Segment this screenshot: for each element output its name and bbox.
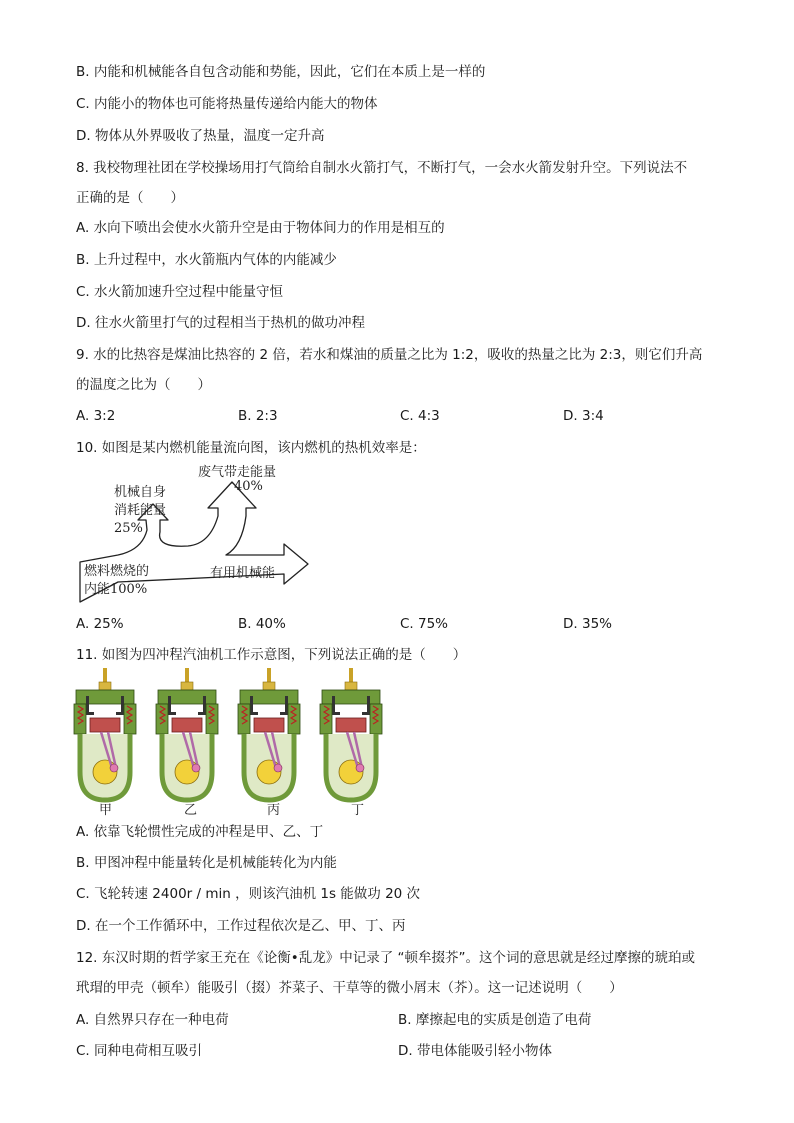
q10-option-a: A. 25% bbox=[76, 616, 124, 632]
q10-option-b: B. 40% bbox=[238, 616, 286, 632]
q11-option-a: A. 依靠飞轮惯性完成的冲程是甲、乙、丁 bbox=[76, 824, 324, 840]
engine-label-yi: 乙 bbox=[184, 803, 198, 818]
q12-stem-line1: 12. 东汉时期的哲学家王充在《论衡•乱龙》中记录了 “顿牟掇芥”。这个词的意思就是经过摩擦的琥珀或 bbox=[76, 950, 696, 966]
q9-stem-line2: 的温度之比为（ ） bbox=[76, 377, 211, 393]
q9-option-a: A. 3:2 bbox=[76, 408, 116, 424]
fuel-energy-line2: 内能100% bbox=[84, 582, 148, 597]
q10-option-c: C. 75% bbox=[400, 616, 449, 632]
q9-option-b: B. 2:3 bbox=[238, 408, 278, 424]
q9-option-d: D. 3:4 bbox=[563, 408, 604, 424]
four-stroke-engine-diagram bbox=[72, 668, 402, 818]
q9-option-c: C. 4:3 bbox=[400, 408, 440, 424]
q9-stem-line1: 9. 水的比热容是煤油比热容的 2 倍，若水和煤油的质量之比为 1:2，吸收的热量之比为 2:3，则它们升高 bbox=[76, 347, 703, 363]
q11-stem: 11. 如图为四冲程汽油机工作示意图，下列说法正确的是（ ） bbox=[76, 647, 467, 663]
q7-option-c: C. 内能小的物体也可能将热量传递给内能大的物体 bbox=[76, 96, 378, 112]
q8-option-a: A. 水向下喷出会使水火箭升空是由于物体间力的作用是相互的 bbox=[76, 220, 445, 236]
exhaust-energy-value: 40% bbox=[234, 479, 263, 494]
mechanical-loss-line1: 机械自身 bbox=[114, 485, 167, 500]
exhaust-energy-label: 废气带走能量 bbox=[198, 465, 277, 480]
q8-option-c: C. 水火箭加速升空过程中能量守恒 bbox=[76, 284, 284, 300]
useful-energy-label: 有用机械能 bbox=[210, 566, 276, 581]
q12-option-d: D. 带电体能吸引轻小物体 bbox=[398, 1043, 552, 1059]
q10-option-d: D. 35% bbox=[563, 616, 612, 632]
q7-option-d: D. 物体从外界吸收了热量，温度一定升高 bbox=[76, 128, 325, 144]
mechanical-loss-line2: 消耗能量 bbox=[114, 503, 167, 518]
q11-option-d: D. 在一个工作循环中，工作过程依次是乙、甲、丁、丙 bbox=[76, 918, 406, 934]
engine-label-bing: 丙 bbox=[267, 803, 281, 818]
q8-stem-line2: 正确的是（ ） bbox=[76, 190, 184, 206]
q12-stem-line2: 玳瑁的甲壳（顿牟）能吸引（掇）芥菜子、干草等的微小屑末（芥）。这一记述说明（ ） bbox=[76, 980, 623, 996]
mechanical-loss-value: 25% bbox=[114, 521, 143, 536]
engine-label-jia: 甲 bbox=[99, 803, 113, 818]
engine-label-ding: 丁 bbox=[351, 803, 365, 818]
fuel-energy-line1: 燃料燃烧的 bbox=[84, 564, 150, 579]
q8-stem-line1: 8. 我校物理社团在学校操场用打气筒给自制水火箭打气，不断打气，一会水火箭发射升空。下列说法不 bbox=[76, 160, 688, 176]
q12-option-a: A. 自然界只存在一种电荷 bbox=[76, 1012, 229, 1028]
q12-option-c: C. 同种电荷相互吸引 bbox=[76, 1043, 203, 1059]
q12-option-b: B. 摩擦起电的实质是创造了电荷 bbox=[398, 1012, 592, 1028]
q8-option-b: B. 上升过程中，水火箭瓶内气体的内能减少 bbox=[76, 252, 337, 268]
q8-option-d: D. 往水火箭里打气的过程相当于热机的做功冲程 bbox=[76, 315, 365, 331]
q11-option-b: B. 甲图冲程中能量转化是机械能转化为内能 bbox=[76, 855, 337, 871]
energy-flow-diagram bbox=[70, 458, 320, 610]
q7-option-b: B. 内能和机械能各自包含动能和势能，因此，它们在本质上是一样的 bbox=[76, 64, 486, 80]
q11-option-c: C. 飞轮转速 2400r / min ，则该汽油机 1s 能做功 20 次 bbox=[76, 886, 421, 902]
q10-stem: 10. 如图是某内燃机能量流向图，该内燃机的热机效率是： bbox=[76, 440, 426, 456]
